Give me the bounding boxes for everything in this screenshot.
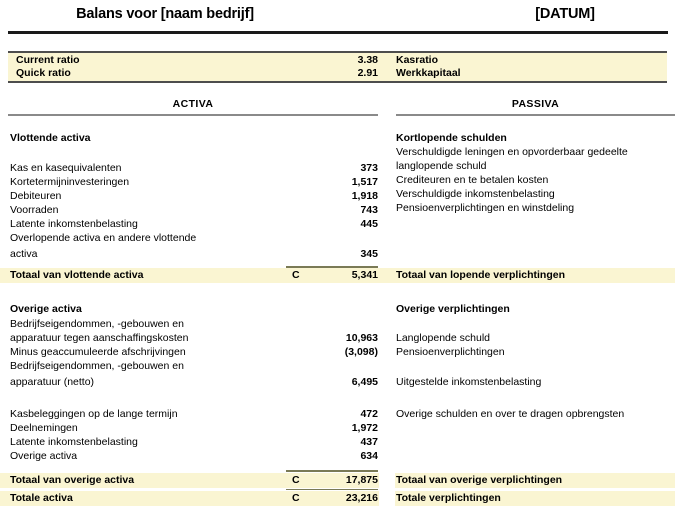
current-assets-total-label: Totaal van vlottende activa — [10, 269, 144, 281]
other-assets-subtotal-rule — [286, 470, 378, 472]
asset-item-label: Latente inkomstenbelasting — [10, 436, 138, 448]
band-gap — [379, 491, 395, 506]
liabilities-column-heading: PASSIVA — [511, 98, 560, 110]
asset-item-value: 373 — [360, 162, 378, 174]
liability-item-label: langlopende schuld — [396, 160, 487, 172]
asset-item-label: Overlopende activa en andere vlottende — [10, 232, 197, 244]
currency-symbol: C — [292, 269, 300, 281]
other-assets-heading: Overige activa — [10, 303, 82, 315]
assets-column-heading: ACTIVA — [172, 98, 214, 110]
asset-item-label: Minus geaccumuleerde afschrijvingen — [10, 346, 186, 358]
liability-item-label: Pensioenverplichtingen — [396, 346, 505, 358]
asset-item-value: 472 — [360, 408, 378, 420]
total-assets-rule — [286, 489, 378, 490]
asset-item-label: apparatuur (netto) — [10, 376, 95, 388]
asset-item-label: Kas en kasequivalenten — [10, 162, 122, 174]
asset-item-label: Voorraden — [10, 204, 59, 216]
header-date: [DATUM] — [535, 6, 595, 22]
asset-item-label: apparatuur tegen aanschaffingskosten — [10, 332, 189, 344]
asset-item-value: 743 — [360, 204, 378, 216]
other-assets-total-label: Totaal van overige activa — [10, 474, 135, 486]
current-ratio-value: 3.38 — [357, 54, 378, 66]
asset-item-label: Bedrijfseigendommen, -gebouwen en — [10, 318, 184, 330]
asset-item-value: 1,517 — [351, 176, 378, 188]
liability-item-label: Crediteuren en te betalen kosten — [396, 174, 549, 186]
liability-item-label: Uitgestelde inkomstenbelasting — [396, 376, 542, 388]
total-assets-row — [0, 491, 675, 506]
currency-symbol: C — [292, 474, 300, 486]
quick-ratio-label: Quick ratio — [16, 67, 71, 79]
current-assets-heading: Vlottende activa — [10, 132, 91, 144]
asset-item-label: Overige activa — [10, 450, 78, 462]
currency-symbol: C — [292, 492, 300, 504]
page-title: Balans voor [naam bedrijf] — [76, 6, 254, 22]
liability-item-label: Overige schulden en over te dragen opbrengsten — [396, 408, 625, 420]
ratio-row — [8, 67, 667, 80]
asset-item-label: Debiteuren — [10, 190, 62, 202]
asset-item-value: 437 — [360, 436, 378, 448]
ratio-summary-band — [8, 51, 667, 83]
asset-item-value: 1,918 — [351, 190, 378, 202]
asset-item-label: Latente inkomstenbelasting — [10, 218, 138, 230]
liability-item-label: Langlopende schuld — [396, 332, 490, 344]
other-assets-total-row — [0, 473, 675, 488]
total-liabilities-label: Totale verplichtingen — [396, 492, 501, 504]
asset-item-label: activa — [10, 248, 38, 260]
document-header — [0, 6, 675, 34]
assets-heading-divider — [8, 114, 378, 116]
liabilities-heading-divider — [396, 114, 675, 116]
other-assets-total-value: 17,875 — [345, 474, 378, 486]
liability-item-label: Pensioenverplichtingen en winstdeling — [396, 202, 575, 214]
ratio-row — [8, 54, 667, 67]
asset-item-value: 445 — [360, 218, 378, 230]
liability-item-label: Verschuldigde leningen en opvorderbaar gedeelte — [396, 146, 628, 158]
total-assets-label: Totale activa — [10, 492, 73, 504]
current-assets-total-value: 5,341 — [351, 269, 378, 281]
liability-item-label: Verschuldigde inkomstenbelasting — [396, 188, 555, 200]
current-liabilities-total-label: Totaal van lopende verplichtingen — [396, 269, 565, 281]
current-assets-total-row — [0, 268, 675, 283]
current-liabilities-heading: Kortlopende schulden — [396, 132, 507, 144]
asset-item-value: 634 — [360, 450, 378, 462]
asset-item-value: 1,972 — [351, 422, 378, 434]
asset-item-value: 10,963 — [345, 332, 378, 344]
asset-item-value: (3,098) — [344, 346, 378, 358]
other-liabilities-heading: Overige verplichtingen — [396, 303, 510, 315]
other-liabilities-total-label: Totaal van overige verplichtingen — [396, 474, 563, 486]
asset-item-label: Bedrijfseigendommen, -gebouwen en — [10, 360, 184, 372]
current-ratio-label: Current ratio — [16, 54, 80, 66]
quick-ratio-value: 2.91 — [357, 67, 378, 79]
asset-item-value: 6,495 — [351, 376, 378, 388]
asset-item-label: Kasbeleggingen op de lange termijn — [10, 408, 178, 420]
kasratio-label: Kasratio — [396, 54, 439, 66]
werkkapitaal-label: Werkkapitaal — [396, 67, 461, 79]
band-gap — [379, 473, 395, 488]
asset-item-label: Kortetermijninvesteringen — [10, 176, 130, 188]
asset-item-value: 345 — [360, 248, 378, 260]
title-divider — [8, 31, 668, 34]
asset-item-label: Deelnemingen — [10, 422, 78, 434]
total-assets-value: 23,216 — [345, 492, 378, 504]
